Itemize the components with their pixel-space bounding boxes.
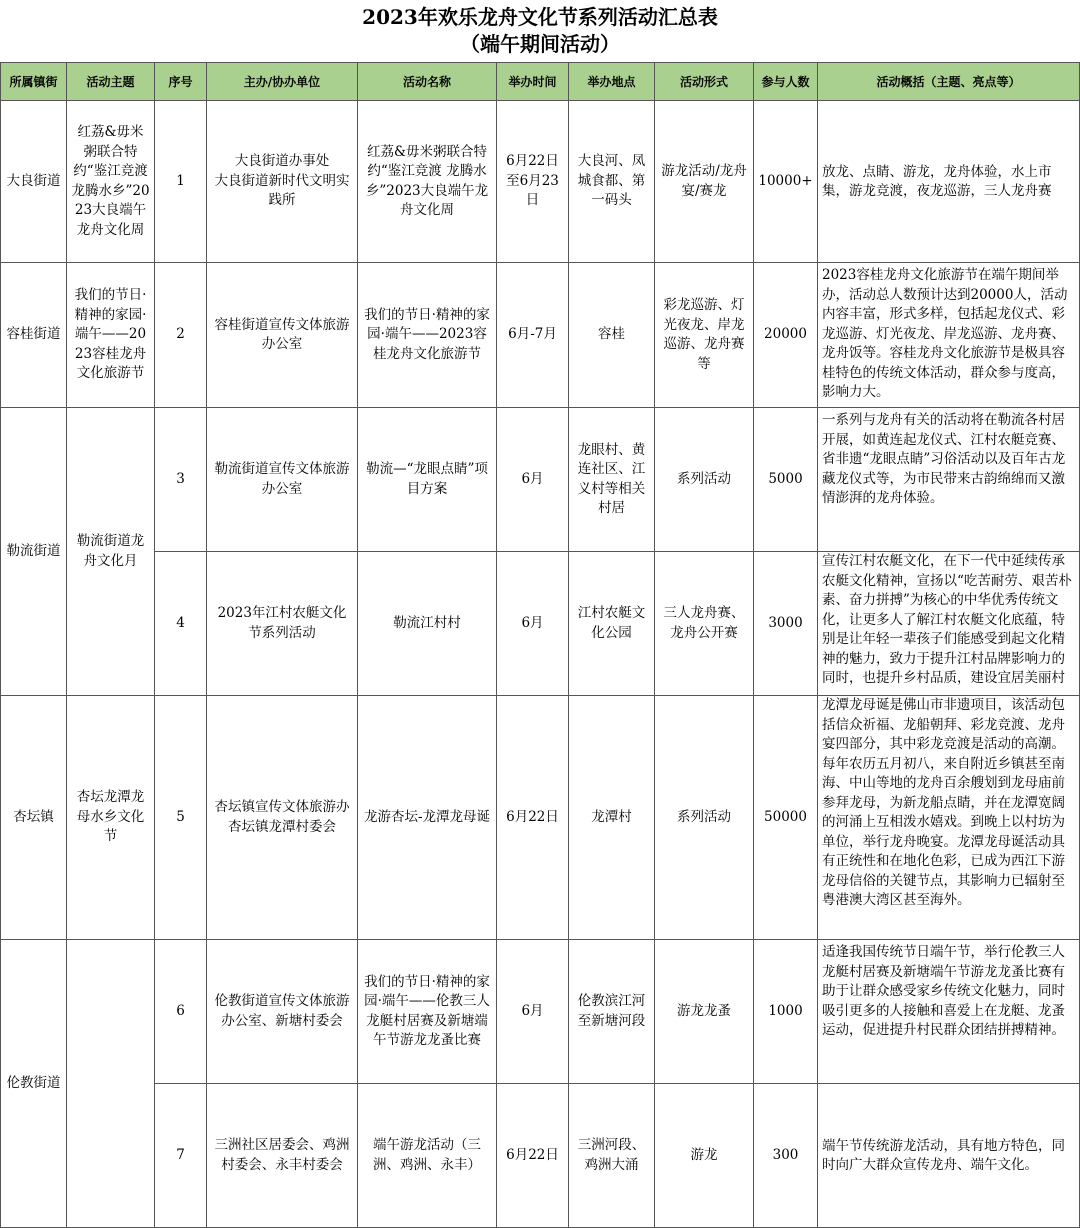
cell-form: 彩龙巡游、灯光夜龙、岸龙巡游、龙舟赛等: [655, 263, 754, 408]
header-form: 活动形式: [655, 63, 754, 101]
cell-no: 4: [155, 552, 207, 696]
cell-no: 1: [155, 101, 207, 263]
cell-theme: [67, 940, 155, 1228]
header-summary: 活动概括（主题、亮点等）: [818, 63, 1080, 101]
cell-people: 300: [754, 1084, 818, 1228]
cell-time: 6月-7月: [497, 263, 569, 408]
cell-form: 游龙: [655, 1084, 754, 1228]
cell-name: 勒流—“龙眼点睛”项目方案: [358, 408, 497, 552]
cell-place: 龙眼村、黄连社区、江义村等相关村居: [569, 408, 655, 552]
cell-form: 系列活动: [655, 408, 754, 552]
title-block: [0, 0, 1080, 62]
cell-people: 50000: [754, 696, 818, 940]
cell-organizer: 勒流街道宣传文体旅游办公室: [207, 408, 358, 552]
cell-summary: 适逢我国传统节日端午节，举行伦教三人龙艇村居赛及新塘端午节游龙龙蚤比赛有助于让群众感受家乡传统文化魅力，同时吸引更多的人接触和喜爱上在龙艇、龙蚤运动，促进提升村民群众团结拼搏精神。: [818, 940, 1080, 1084]
cell-name: 我们的节日·精神的家园·端午——伦教三人龙艇村居赛及新塘端午节游龙龙蚤比赛: [358, 940, 497, 1084]
cell-theme: 红荔&毋米粥联合特约“鉴江竞渡 龙腾水乡”2023大良端午龙舟文化周: [67, 101, 155, 263]
cell-place: 龙潭村: [569, 696, 655, 940]
cell-name: 龙游杏坛-龙潭龙母诞: [358, 696, 497, 940]
cell-organizer: 杏坛镇宣传文体旅游办 杏坛镇龙潭村委会: [207, 696, 358, 940]
cell-no: 2: [155, 263, 207, 408]
cell-people: 20000: [754, 263, 818, 408]
cell-organizer: 容桂街道宣传文体旅游办公室: [207, 263, 358, 408]
cell-time: 6月22日: [497, 1084, 569, 1228]
table-row: [1, 1084, 1080, 1228]
cell-summary: 2023容桂龙舟文化旅游节在端午期间举办，活动总人数预计达到20000人，活动内容丰富，形式多样，包括起龙仪式、彩龙巡游、灯光夜龙、岸龙巡游、龙舟赛、龙舟饭等。容桂龙舟文化旅游节是极具容桂特色的传统文体活动，群众参与度高，影响力大。: [818, 263, 1080, 408]
cell-no: 6: [155, 940, 207, 1084]
cell-place: 江村农艇文化公园: [569, 552, 655, 696]
cell-time: 6月: [497, 408, 569, 552]
cell-town: 勒流街道: [1, 408, 67, 696]
cell-theme: 杏坛龙潭龙母水乡文化节: [67, 696, 155, 940]
cell-organizer: 伦教街道宣传文体旅游办公室、新塘村委会: [207, 940, 358, 1084]
header-organizer: 主办/协办单位: [207, 63, 358, 101]
table-row: [1, 101, 1080, 263]
cell-summary: 端午节传统游龙活动，具有地方特色，同时向广大群众宣传龙舟、端午文化。: [818, 1084, 1080, 1228]
cell-theme: 勒流街道龙舟文化月: [67, 408, 155, 696]
header-town: 所属镇街: [1, 63, 67, 101]
cell-organizer: 2023年江村农艇文化节系列活动: [207, 552, 358, 696]
cell-time: 6月22日: [497, 696, 569, 940]
cell-form: 游龙龙蚤: [655, 940, 754, 1084]
cell-people: 3000: [754, 552, 818, 696]
summary-text: 龙潭龙母诞是佛山市非遗项目，该活动包括信众祈福、龙船朝拜、彩龙竞渡、龙舟宴四部分，其中彩龙竞渡是活动的高潮。每年农历五月初八，来自附近乡镇甚至南海、中山等地的龙舟百余艘划到龙母庙前参拜龙母，为新龙船点睛，并在龙潭宽阔的河涌上互相泼水嬉戏。到晚上以村坊为单位，举行龙舟晚宴。龙潭龙母诞活动具有正统性和在地化色彩，已成为西江下游龙母信俗的关键节点，其影响力已辐射至粤港澳大湾区甚至海外。: [822, 697, 1065, 908]
header-place: 举办地点: [569, 63, 655, 101]
table-row: [1, 263, 1080, 408]
table-row: [1, 408, 1080, 552]
cell-form: 游龙活动/龙舟宴/赛龙: [655, 101, 754, 263]
cell-name: 我们的节日·精神的家园·端午——2023容桂龙舟文化旅游节: [358, 263, 497, 408]
cell-summary: 放龙、点睛、游龙，龙舟体验，水上市集，游龙竞渡，夜龙巡游，三人龙舟赛: [818, 101, 1080, 263]
cell-people: 1000: [754, 940, 818, 1084]
cell-time: 6月: [497, 552, 569, 696]
cell-summary: [818, 552, 1080, 696]
cell-people: 10000+: [754, 101, 818, 263]
header-no: 序号: [155, 63, 207, 101]
cell-no: 5: [155, 696, 207, 940]
cell-summary: 一系列与龙舟有关的活动将在勒流各村居开展，如黄连起龙仪式、江村农艇竞赛、省非遗“龙眼点睛”习俗活动以及百年古龙藏龙仪式等，为市民带来古韵绵绵而又激情澎湃的龙舟体验。: [818, 408, 1080, 552]
cell-no: 7: [155, 1084, 207, 1228]
cell-town: 容桂街道: [1, 263, 67, 408]
page-subtitle: （端午期间活动）: [460, 32, 620, 56]
cell-name: 红荔&毋米粥联合特约“鉴江竞渡 龙腾水乡”2023大良端午龙舟文化周: [358, 101, 497, 263]
cell-theme: 我们的节日·精神的家园·端午——2023容桂龙舟文化旅游节: [67, 263, 155, 408]
table-row: [1, 696, 1080, 940]
cell-people: 5000: [754, 408, 818, 552]
cell-no: 3: [155, 408, 207, 552]
table-row: [1, 552, 1080, 696]
cell-time: 6月: [497, 940, 569, 1084]
cell-place: 三洲河段、鸡洲大涌: [569, 1084, 655, 1228]
activity-table: [0, 62, 1080, 1228]
header-people: 参与人数: [754, 63, 818, 101]
cell-time: 6月22日至6月23日: [497, 101, 569, 263]
header-theme: 活动主题: [67, 63, 155, 101]
cell-name: 勒流江村村: [358, 552, 497, 696]
header-row: [1, 63, 1080, 101]
cell-place: 伦教滨江河至新塘河段: [569, 940, 655, 1084]
header-time: 举办时间: [497, 63, 569, 101]
cell-form: 系列活动: [655, 696, 754, 940]
cell-organizer: 大良街道办事处 大良街道新时代文明实践所: [207, 101, 358, 263]
cell-organizer: 三洲社区居委会、鸡洲村委会、永丰村委会: [207, 1084, 358, 1228]
summary-text: 宣传江村农艇文化，在下一代中延续传承农艇文化精神，宣扬以“吃苦耐劳、艰苦朴素、奋力拼搏”为核心的中华优秀传统文化，让更多人了解江村农艇文化底蕴，特别是让年轻一辈孩子们能感受到起文化精神的魅力，致力于提升江村品牌影响力的同时，也提升乡村品质，建设宜居美丽村: [822, 553, 1072, 686]
cell-name: 端午游龙活动（三洲、鸡洲、永丰）: [358, 1084, 497, 1228]
cell-place: 容桂: [569, 263, 655, 408]
page-title: 2023年欢乐龙舟文化节系列活动汇总表: [362, 5, 718, 29]
cell-summary: [818, 696, 1080, 940]
cell-town: 大良街道: [1, 101, 67, 263]
cell-form: 三人龙舟赛、龙舟公开赛: [655, 552, 754, 696]
table-row: [1, 940, 1080, 1084]
cell-place: 大良河、凤城食都、第一码头: [569, 101, 655, 263]
header-name: 活动名称: [358, 63, 497, 101]
cell-town: 伦教街道: [1, 940, 67, 1228]
cell-town: 杏坛镇: [1, 696, 67, 940]
